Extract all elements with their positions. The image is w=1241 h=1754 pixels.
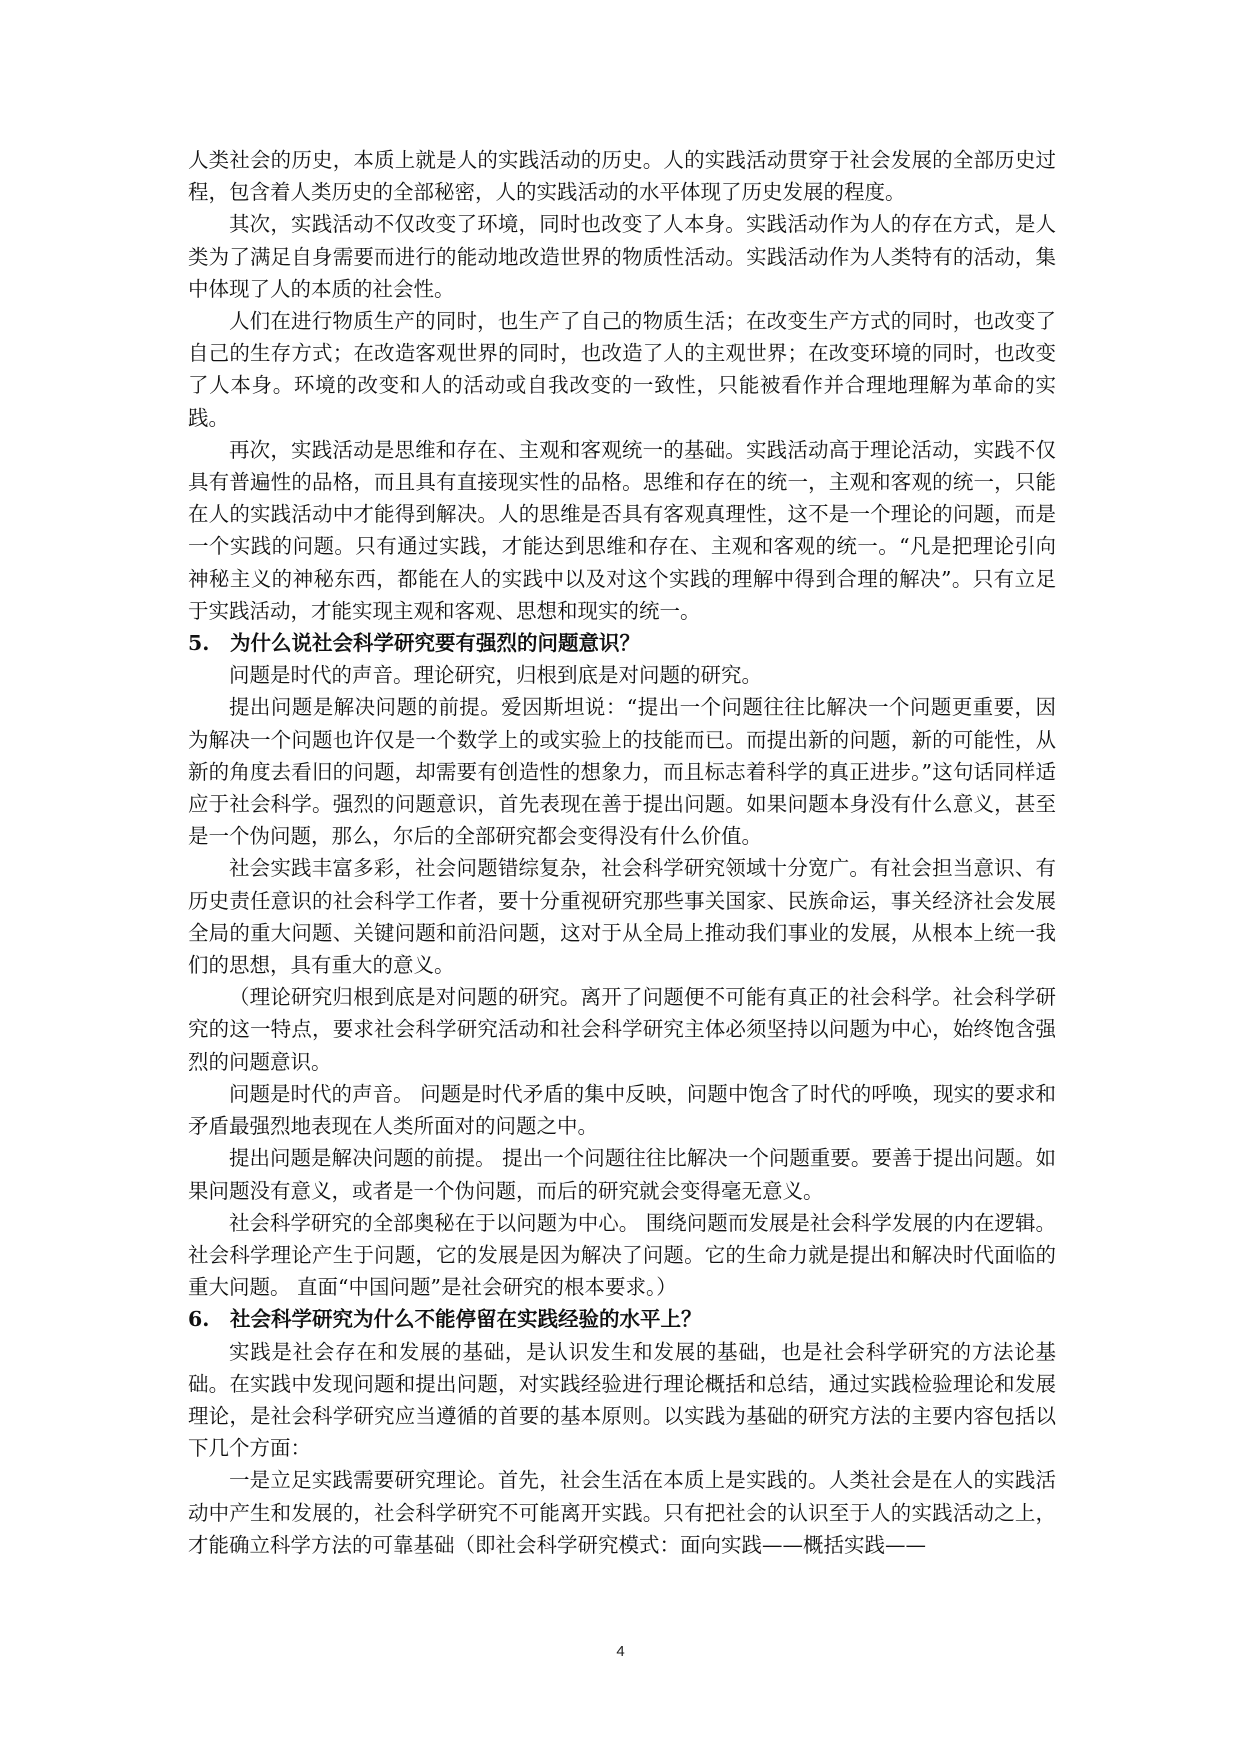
section-5-title: 为什么说社会科学研究要有强烈的问题意识？ <box>230 631 640 656</box>
paragraph: 其次，实践活动不仅改变了环境，同时也改变了人本身。实践活动作为人的存在方式，是人类为了满足自身需要而进行的能动地改造世界的物质性活动。实践活动作为人类特有的活动，集中体现了人的本质的社会性。 <box>188 212 1056 301</box>
paragraph: 人类社会的历史，本质上就是人的实践活动的历史。人的实践活动贯穿于社会发展的全部历史过程，包含着人类历史的全部秘密，人的实践活动的水平体现了历史发展的程度。 <box>188 148 1056 205</box>
section-6-number: 6. <box>188 1307 210 1332</box>
section-5-heading <box>188 627 1056 659</box>
section-6-heading <box>188 1303 1056 1335</box>
paragraph: 提出问题是解决问题的前提。 提出一个问题往往比解决一个问题重要。要善于提出问题。如果问题没有意义，或者是一个伪问题，而后的研究就会变得毫无意义。 <box>188 1146 1056 1203</box>
paragraph: 社会实践丰富多彩，社会问题错综复杂，社会科学研究领域十分宽广。有社会担当意识、有历史责任意识的社会科学工作者，要十分重视研究那些事关国家、民族命运，事关经济社会发展全局的重大问题、关键问题和前沿问题，这对于从全局上推动我们事业的发展，从根本上统一我们的思想，具有重大的意义。 <box>188 856 1056 978</box>
paragraph: 人们在进行物质生产的同时，也生产了自己的物质生活；在改变生产方式的同时，也改变了自己的生存方式；在改造客观世界的同时，也改造了人的主观世界；在改变环境的同时，也改变了人本身。环境的改变和人的活动或自我改变的一致性，只能被看作并合理地理解为革命的实践。 <box>188 309 1056 430</box>
paragraph: （理论研究归根到底是对问题的研究。离开了问题便不可能有真正的社会科学。社会科学研究的这一特点，要求社会科学研究活动和社会科学研究主体必须坚持以问题为中心，始终饱含强烈的问题意识。 <box>188 985 1056 1074</box>
section-6-title: 社会科学研究为什么不能停留在实践经验的水平上？ <box>230 1307 702 1332</box>
paragraph: 实践是社会存在和发展的基础，是认识发生和发展的基础，也是社会科学研究的方法论基础。在实践中发现问题和提出问题，对实践经验进行理论概括和总结，通过实践检验理论和发展理论，是社会科学研究应当遵循的首要的基本原则。以实践为基础的研究方法的主要内容包括以下几个方面： <box>188 1339 1056 1461</box>
section-5-number: 5. <box>188 631 210 656</box>
paragraph: 再次，实践活动是思维和存在、主观和客观统一的基础。实践活动高于理论活动，实践不仅具有普遍性的品格，而且具有直接现实性的品格。思维和存在的统一，主观和客观的统一，只能在人的实践活动中才能得到解决。人的思维是否具有客观真理性，这不是一个理论的问题，而是一个实践的问题。只有通过实践，才能达到思维和存在、主观和客观的统一。“凡是把理论引向神秘主义的神秘东西，都能在人的实践中以及对这个实践的理解中得到合理的解决”。只有立足于实践活动，才能实现主观和客观、思想和现实的统一。 <box>188 437 1056 623</box>
paragraph: 问题是时代的声音。理论研究，归根到底是对问题的研究。 <box>229 663 762 688</box>
paragraph: 一是立足实践需要研究理论。首先，社会生活在本质上是实践的。人类社会是在人的实践活动中产生和发展的，社会科学研究不可能离开实践。只有把社会的认识至于人的实践活动之上，才能确立科学方法的可靠基础（即社会科学研究模式：面向实践——概括实践—— <box>188 1468 1056 1557</box>
page-body <box>188 144 1056 1561</box>
paragraph: 社会科学研究的全部奥秘在于以问题为中心。 围绕问题而发展是社会科学发展的内在逻辑。社会科学理论产生于问题，它的发展是因为解决了问题。它的生命力就是提出和解决时代面临的重大问题。 直面“中国问题”是社会研究的根本要求。） <box>188 1210 1056 1300</box>
paragraph: 问题是时代的声音。 问题是时代矛盾的集中反映，问题中饱含了时代的呼唤，现实的要求和矛盾最强烈地表现在人类所面对的问题之中。 <box>188 1081 1056 1139</box>
page-number: 4 <box>616 1643 625 1660</box>
paragraph: 提出问题是解决问题的前提。爱因斯坦说：“提出一个问题往往比解决一个问题更重要，因为解决一个问题也许仅是一个数学上的或实验上的技能而已。而提出新的问题，新的可能性，从新的角度去看旧的问题，却需要有创造性的想象力，而且标志着科学的真正进步。”这句话同样适应于社会科学。强烈的问题意识，首先表现在善于提出问题。如果问题本身没有什么意义，甚至是一个伪问题，那么，尔后的全部研究都会变得没有什么价值。 <box>188 695 1056 849</box>
